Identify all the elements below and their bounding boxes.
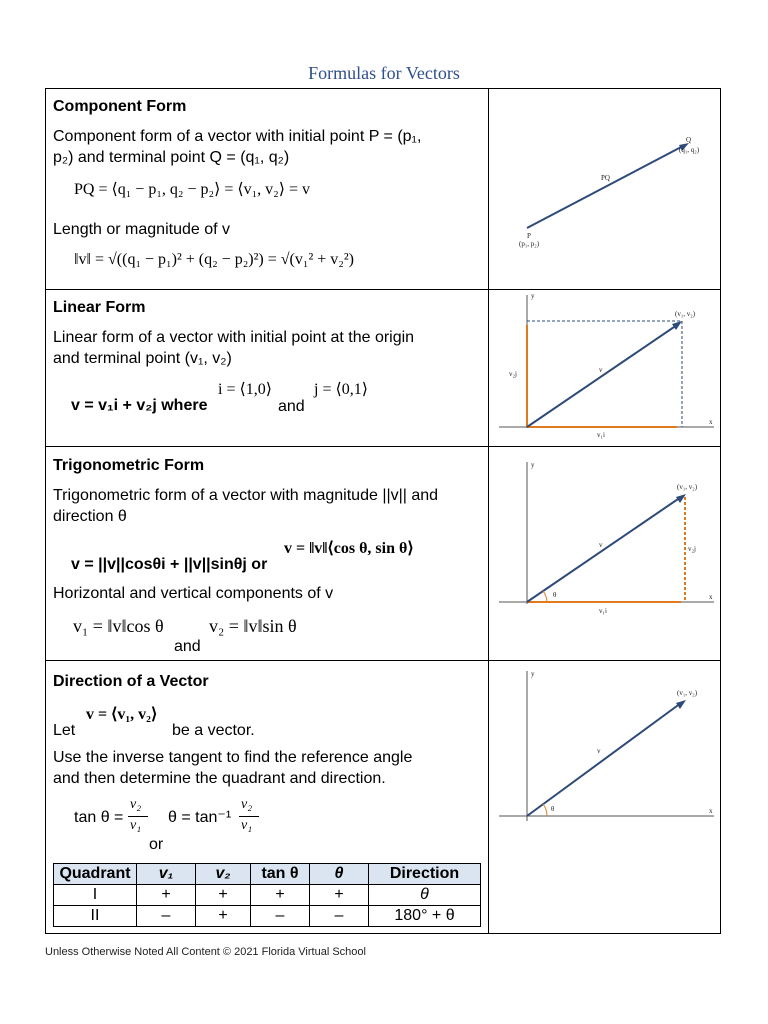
trig-formula-a: v = ‖v‖⟨cos θ, sin θ⟩ xyxy=(284,540,414,557)
v-label: v xyxy=(597,747,601,755)
tan-numerator: v₂ xyxy=(130,797,142,812)
magnitude-formula: ‖v‖ = √((q₁ − p₁)² + (q₂ − p₂)²) = √(v₁² + v₂²) xyxy=(74,251,354,268)
direction-desc-line2: and then determine the quadrant and direction. xyxy=(53,770,386,787)
v1i-label: v₁i xyxy=(597,431,605,439)
theta-arc xyxy=(543,591,547,602)
q-coords: (q₁, q₂) xyxy=(679,146,700,154)
section-heading-component-form: Component Form xyxy=(53,98,187,115)
v-label: v xyxy=(599,541,603,549)
linear-form-figure xyxy=(489,290,719,446)
linear-formula-i: i = ⟨1,0⟩ xyxy=(218,381,272,398)
document-title: Formulas for Vectors xyxy=(308,63,460,83)
header-theta: θ xyxy=(310,864,369,885)
section-heading-trigonometric-form: Trigonometric Form xyxy=(53,457,205,474)
point-label: (v₁, v₂) xyxy=(677,483,698,491)
arrow-head xyxy=(672,321,682,330)
tan-denominator: v₁ xyxy=(130,818,142,833)
v2j-label: v₂j xyxy=(509,370,517,378)
component-desc-line1: Component form of a vector with initial point P = (p₁, xyxy=(53,128,422,145)
table-cell: + xyxy=(310,885,369,906)
table-cell: + xyxy=(137,885,196,906)
table-row xyxy=(54,906,481,927)
v1i-label: v₁i xyxy=(599,607,607,615)
theta-arc xyxy=(543,804,547,816)
linear-desc-line2: and terminal point (v₁, v₂) xyxy=(53,350,232,367)
v2j-label: v₂j xyxy=(688,545,696,553)
v-label: v xyxy=(599,366,603,374)
theta-lhs: θ = tan⁻¹ xyxy=(168,809,232,826)
table-cell: 180° + θ xyxy=(369,906,481,927)
trigonometric-form-figure xyxy=(489,447,719,659)
y-label: y xyxy=(531,292,535,300)
header-direction: Direction xyxy=(369,864,481,885)
x-label: x xyxy=(709,807,713,815)
direction-figure xyxy=(489,661,719,861)
table-cell: + xyxy=(196,906,251,927)
trig-desc-line2: direction θ xyxy=(53,508,127,525)
table-cell: – xyxy=(251,906,310,927)
section-heading-linear-form: Linear Form xyxy=(53,299,146,316)
component-form-figure xyxy=(489,90,719,289)
header-v1: v₁ xyxy=(137,864,196,885)
table-cell: + xyxy=(196,885,251,906)
y-label: y xyxy=(531,461,535,469)
component-formula: PQ = ⟨q₁ − p₁, q₂ − p₂⟩ = ⟨v₁, v₂⟩ = v xyxy=(74,181,311,198)
pq-vector xyxy=(527,145,685,228)
arrow-head xyxy=(676,700,686,709)
q-label: Q xyxy=(686,136,692,144)
table-cell: – xyxy=(310,906,369,927)
y-label: y xyxy=(531,670,535,678)
length-label: Length or magnitude of v xyxy=(53,221,231,238)
let-formula: v = ⟨v₁, v₂⟩ xyxy=(86,706,158,723)
v-vector xyxy=(527,325,677,427)
tan-lhs: tan θ = xyxy=(74,809,124,826)
v-vector xyxy=(527,703,681,816)
v-vector xyxy=(527,497,681,602)
table-cell: – xyxy=(137,906,196,927)
trig-desc-line1: Trigonometric form of a vector with magnitude ||v|| and xyxy=(53,487,439,504)
header-quadrant: Quadrant xyxy=(54,864,137,885)
fraction-bar xyxy=(239,816,259,817)
trig-formula-b: v = ||v||cosθi + ||v||sinθj or xyxy=(71,556,268,573)
x-label: x xyxy=(709,593,713,601)
theta-denominator: v₁ xyxy=(241,818,253,833)
direction-desc-line1: Use the inverse tangent to find the reference angle xyxy=(53,749,413,766)
linear-formula-v: v = v₁i + v₂j where xyxy=(71,397,208,414)
pq-label: PQ xyxy=(601,174,610,182)
x-label: x xyxy=(709,418,713,426)
table-cell: II xyxy=(54,906,137,927)
components-label: Horizontal and vertical components of v xyxy=(53,585,334,602)
theta-numerator: v₂ xyxy=(241,797,253,812)
and-label: and xyxy=(174,638,201,655)
theta-label: θ xyxy=(553,591,557,599)
formula-table xyxy=(45,88,721,934)
point-label: (v₁, v₂) xyxy=(675,310,696,318)
p-coords: (p₁, p₂) xyxy=(519,240,540,248)
table-cell: I xyxy=(54,885,137,906)
theta-label: θ xyxy=(551,805,555,813)
and-label: and xyxy=(278,398,305,415)
section-heading-direction: Direction of a Vector xyxy=(53,673,209,690)
or-label: or xyxy=(149,836,164,853)
header-tan-theta: tan θ xyxy=(251,864,310,885)
point-label: (v₁, v₂) xyxy=(677,689,698,697)
linear-desc-line1: Linear form of a vector with initial point at the origin xyxy=(53,329,415,346)
fraction-bar xyxy=(128,816,148,817)
table-row xyxy=(54,885,481,906)
copyright-footer: Unless Otherwise Noted All Content © 2021 Florida Virtual School xyxy=(45,946,366,958)
table-header-row xyxy=(54,864,481,885)
v1-formula: v₁ = ‖v‖cos θ xyxy=(73,616,164,636)
header-v2: v₂ xyxy=(196,864,251,885)
p-label: P xyxy=(527,232,531,240)
linear-formula-j: j = ⟨0,1⟩ xyxy=(314,381,368,398)
quadrant-table xyxy=(53,863,481,927)
table-cell: θ xyxy=(369,885,481,906)
component-desc-line2: p₂) and terminal point Q = (q₁, q₂) xyxy=(53,149,290,166)
be-vector-label: be a vector. xyxy=(172,722,255,739)
v2-formula: v₂ = ‖v‖sin θ xyxy=(209,616,297,636)
let-label: Let xyxy=(53,722,76,739)
table-cell: + xyxy=(251,885,310,906)
